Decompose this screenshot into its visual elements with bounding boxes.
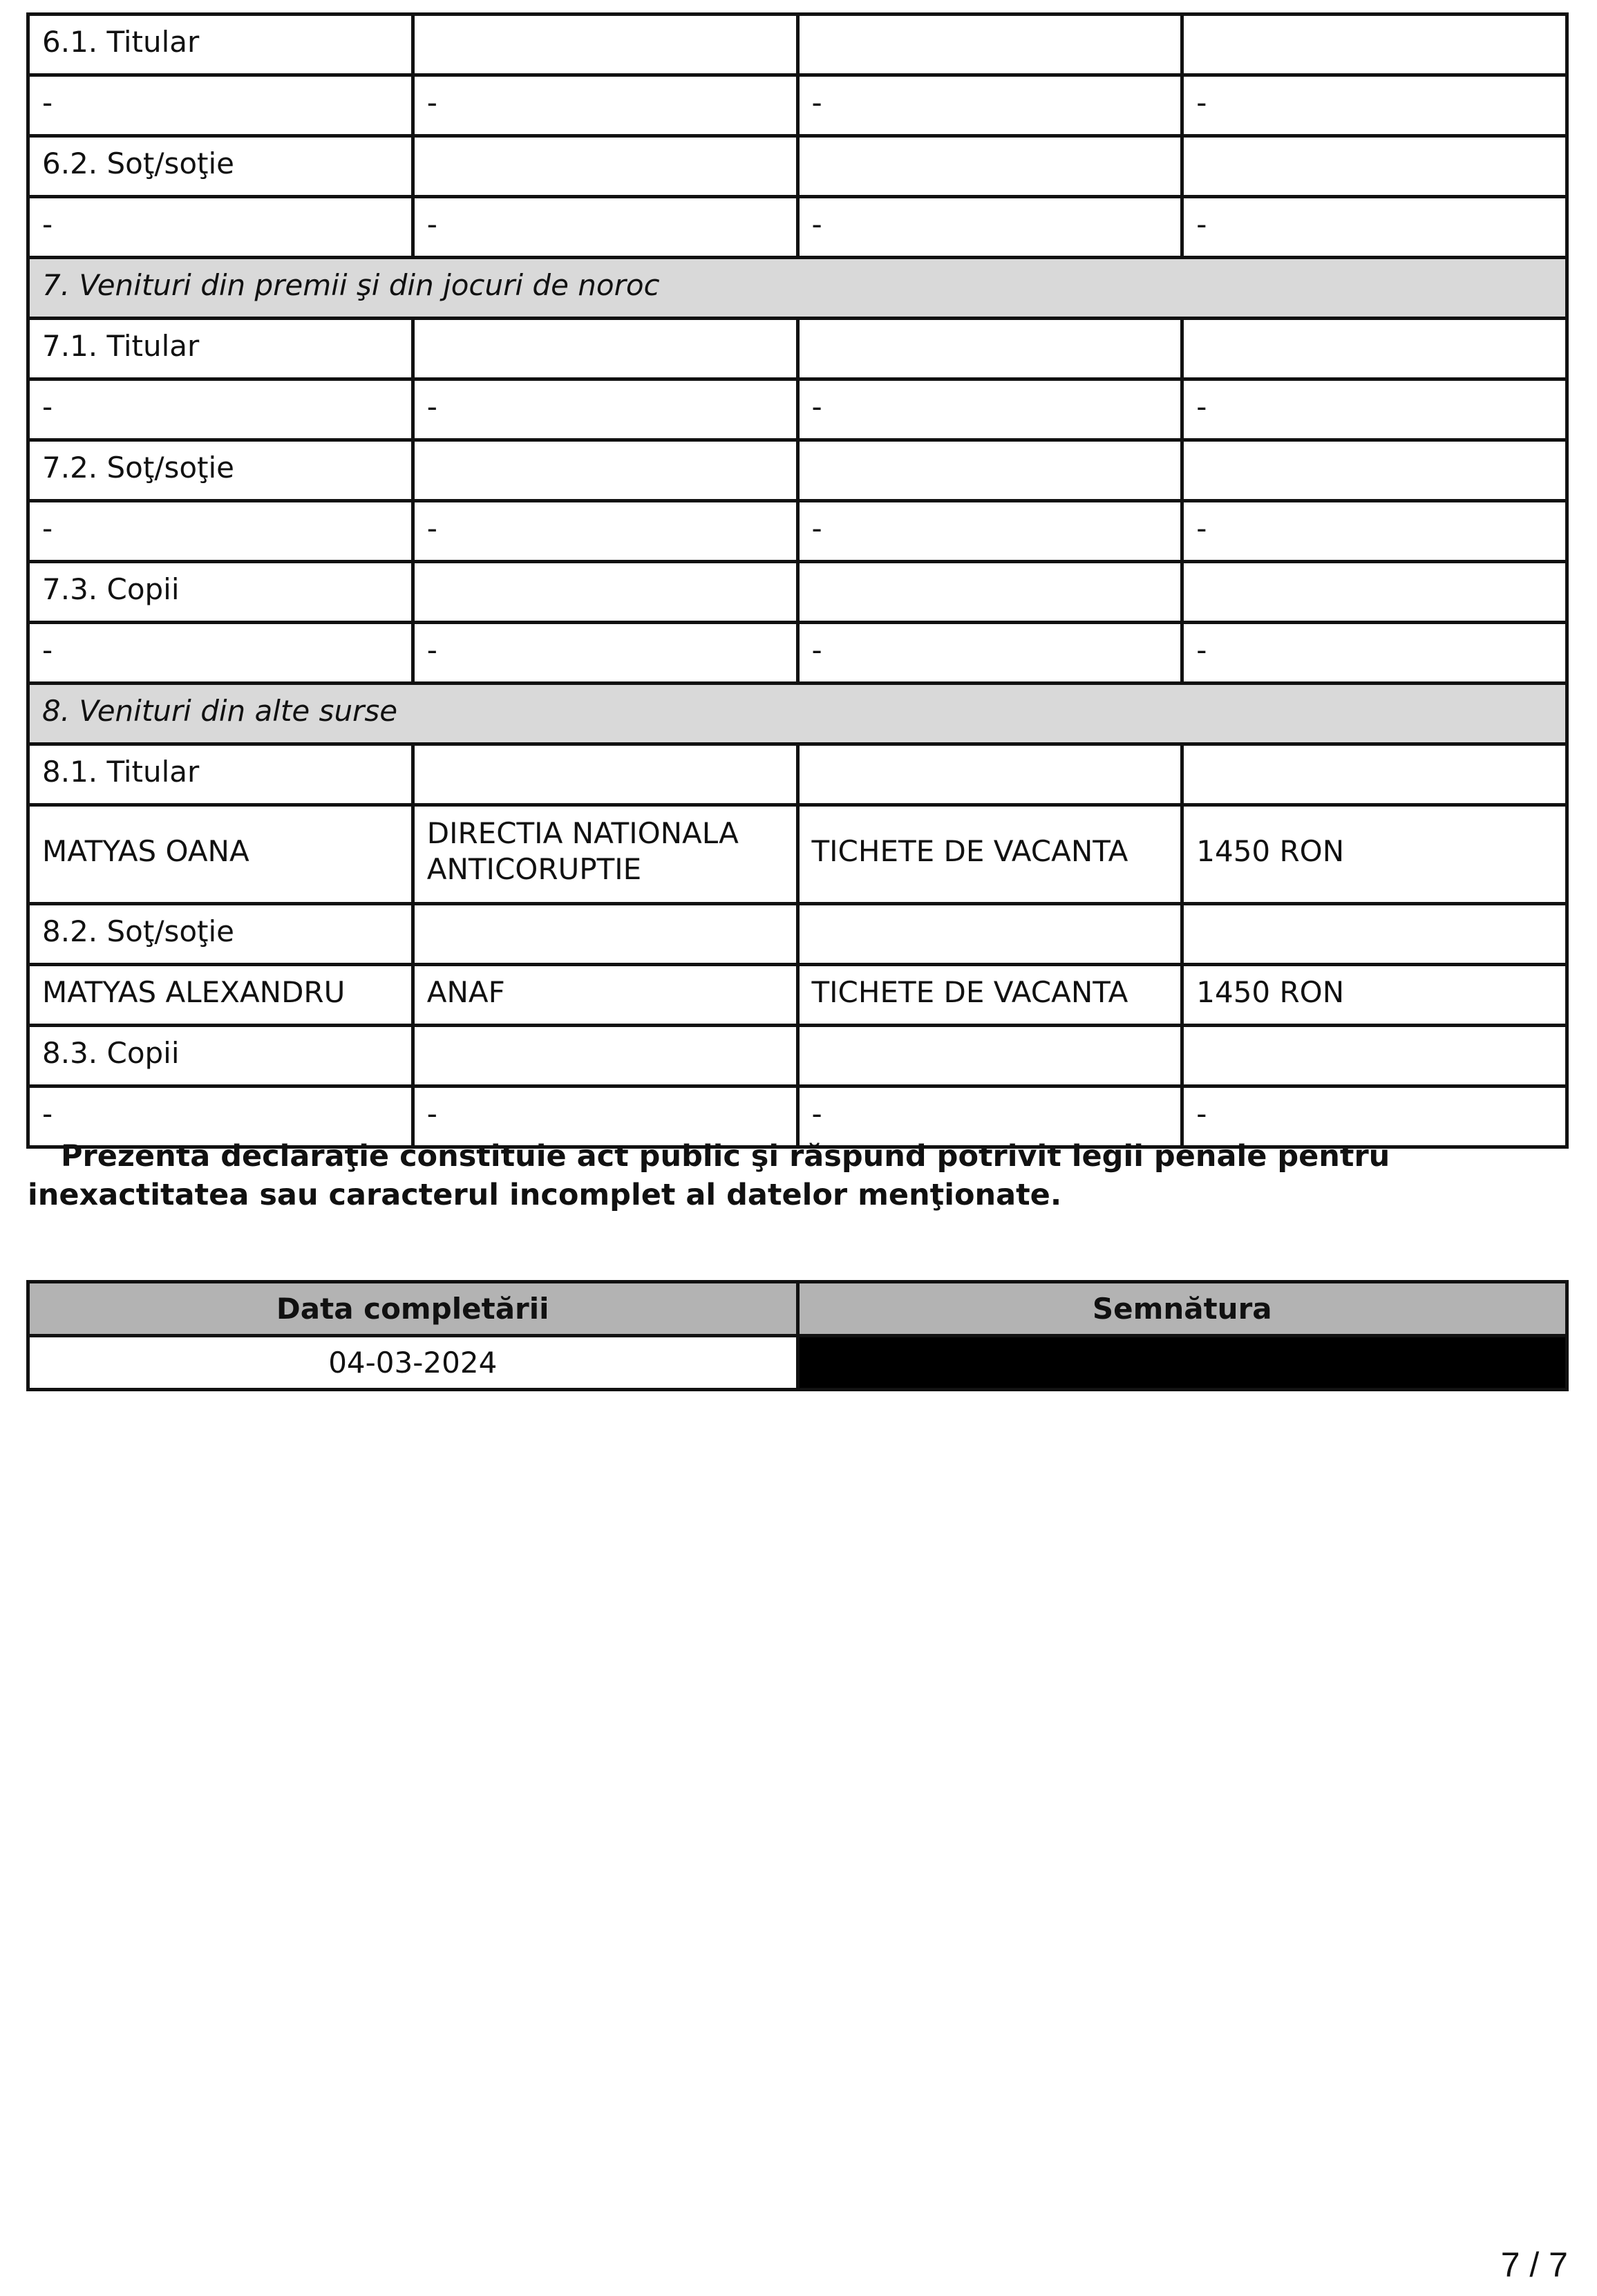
table-row <box>28 197 1567 258</box>
table-cell: - <box>797 379 1182 440</box>
signature-redacted-block <box>797 1336 1567 1390</box>
empty-cell <box>413 744 797 805</box>
table-cell: ANAF <box>413 965 797 1026</box>
table-cell: - <box>1182 623 1567 684</box>
empty-cell <box>413 904 797 965</box>
empty-cell <box>413 562 797 623</box>
declaration-statement: Prezenta declaraţie constituie act public şi răspund potrivit legii penale pentru inexactitatea sau caracterul incomplet al datelor menţionate. <box>28 1139 1390 1212</box>
table-cell: - <box>413 623 797 684</box>
income-table-body <box>28 15 1567 1147</box>
empty-cell <box>797 1026 1182 1086</box>
table-row <box>28 965 1567 1026</box>
empty-cell <box>1182 136 1567 197</box>
section-heading: 7. Venituri din premii şi din jocuri de noroc <box>28 258 1567 319</box>
table-cell: - <box>413 501 797 562</box>
table-cell: DIRECTIA NATIONALA ANTICORUPTIE <box>413 805 797 904</box>
subsection-label: 6.2. Soţ/soţie <box>28 136 413 197</box>
subsection-label: 8.2. Soţ/soţie <box>28 904 413 965</box>
empty-cell <box>797 15 1182 75</box>
table-cell: - <box>28 1086 413 1147</box>
subsection-label: 8.3. Copii <box>28 1026 413 1086</box>
subsection-row <box>28 319 1567 379</box>
subsection-row <box>28 904 1567 965</box>
subsection-row <box>28 1026 1567 1086</box>
completion-date-header: Data completării <box>28 1282 798 1336</box>
table-cell: 1450 RON <box>1182 965 1567 1026</box>
empty-cell <box>1182 15 1567 75</box>
table-cell: - <box>797 1086 1182 1147</box>
income-table <box>26 12 1569 1149</box>
signature-header-row <box>28 1282 1567 1336</box>
subsection-label: 7.3. Copii <box>28 562 413 623</box>
table-cell: MATYAS ALEXANDRU <box>28 965 413 1026</box>
table-cell: - <box>1182 379 1567 440</box>
table-cell: - <box>28 623 413 684</box>
empty-cell <box>413 15 797 75</box>
table-cell: TICHETE DE VACANTA <box>797 805 1182 904</box>
signature-header: Semnătura <box>797 1282 1567 1336</box>
table-cell: - <box>797 623 1182 684</box>
signature-value-row <box>28 1336 1567 1390</box>
empty-cell <box>1182 319 1567 379</box>
empty-cell <box>413 440 797 501</box>
empty-cell <box>797 744 1182 805</box>
empty-cell <box>1182 562 1567 623</box>
table-cell: - <box>28 75 413 136</box>
subsection-label: 8.1. Titular <box>28 744 413 805</box>
table-cell: - <box>28 379 413 440</box>
table-cell: - <box>413 379 797 440</box>
table-cell: - <box>797 75 1182 136</box>
table-cell: - <box>797 197 1182 258</box>
empty-cell <box>413 1026 797 1086</box>
section-heading: 8. Venituri din alte surse <box>28 684 1567 744</box>
table-cell: - <box>413 75 797 136</box>
table-cell: - <box>28 501 413 562</box>
table-cell: - <box>1182 1086 1567 1147</box>
page-number: 7 / 7 <box>1500 2246 1568 2284</box>
table-cell: - <box>413 197 797 258</box>
empty-cell <box>797 319 1182 379</box>
empty-cell <box>1182 1026 1567 1086</box>
table-cell: - <box>797 501 1182 562</box>
empty-cell <box>413 136 797 197</box>
table-row <box>28 379 1567 440</box>
subsection-row <box>28 562 1567 623</box>
subsection-row <box>28 15 1567 75</box>
subsection-label: 6.1. Titular <box>28 15 413 75</box>
table-cell: - <box>1182 197 1567 258</box>
empty-cell <box>1182 744 1567 805</box>
table-cell: TICHETE DE VACANTA <box>797 965 1182 1026</box>
table-cell: 1450 RON <box>1182 805 1567 904</box>
signature-table <box>26 1280 1569 1391</box>
completion-date-value: 04-03-2024 <box>28 1336 798 1390</box>
subsection-row <box>28 440 1567 501</box>
table-row <box>28 623 1567 684</box>
empty-cell <box>797 562 1182 623</box>
empty-cell <box>797 440 1182 501</box>
empty-cell <box>797 136 1182 197</box>
subsection-label: 7.1. Titular <box>28 319 413 379</box>
table-row <box>28 75 1567 136</box>
section-heading-row <box>28 684 1567 744</box>
subsection-row <box>28 136 1567 197</box>
empty-cell <box>413 319 797 379</box>
table-row <box>28 805 1567 904</box>
subsection-label: 7.2. Soţ/soţie <box>28 440 413 501</box>
table-cell: - <box>28 197 413 258</box>
table-cell: - <box>413 1086 797 1147</box>
table-cell: - <box>1182 501 1567 562</box>
section-heading-row <box>28 258 1567 319</box>
empty-cell <box>797 904 1182 965</box>
empty-cell <box>1182 904 1567 965</box>
table-cell: - <box>1182 75 1567 136</box>
table-cell: MATYAS OANA <box>28 805 413 904</box>
subsection-row <box>28 744 1567 805</box>
empty-cell <box>1182 440 1567 501</box>
table-row <box>28 501 1567 562</box>
